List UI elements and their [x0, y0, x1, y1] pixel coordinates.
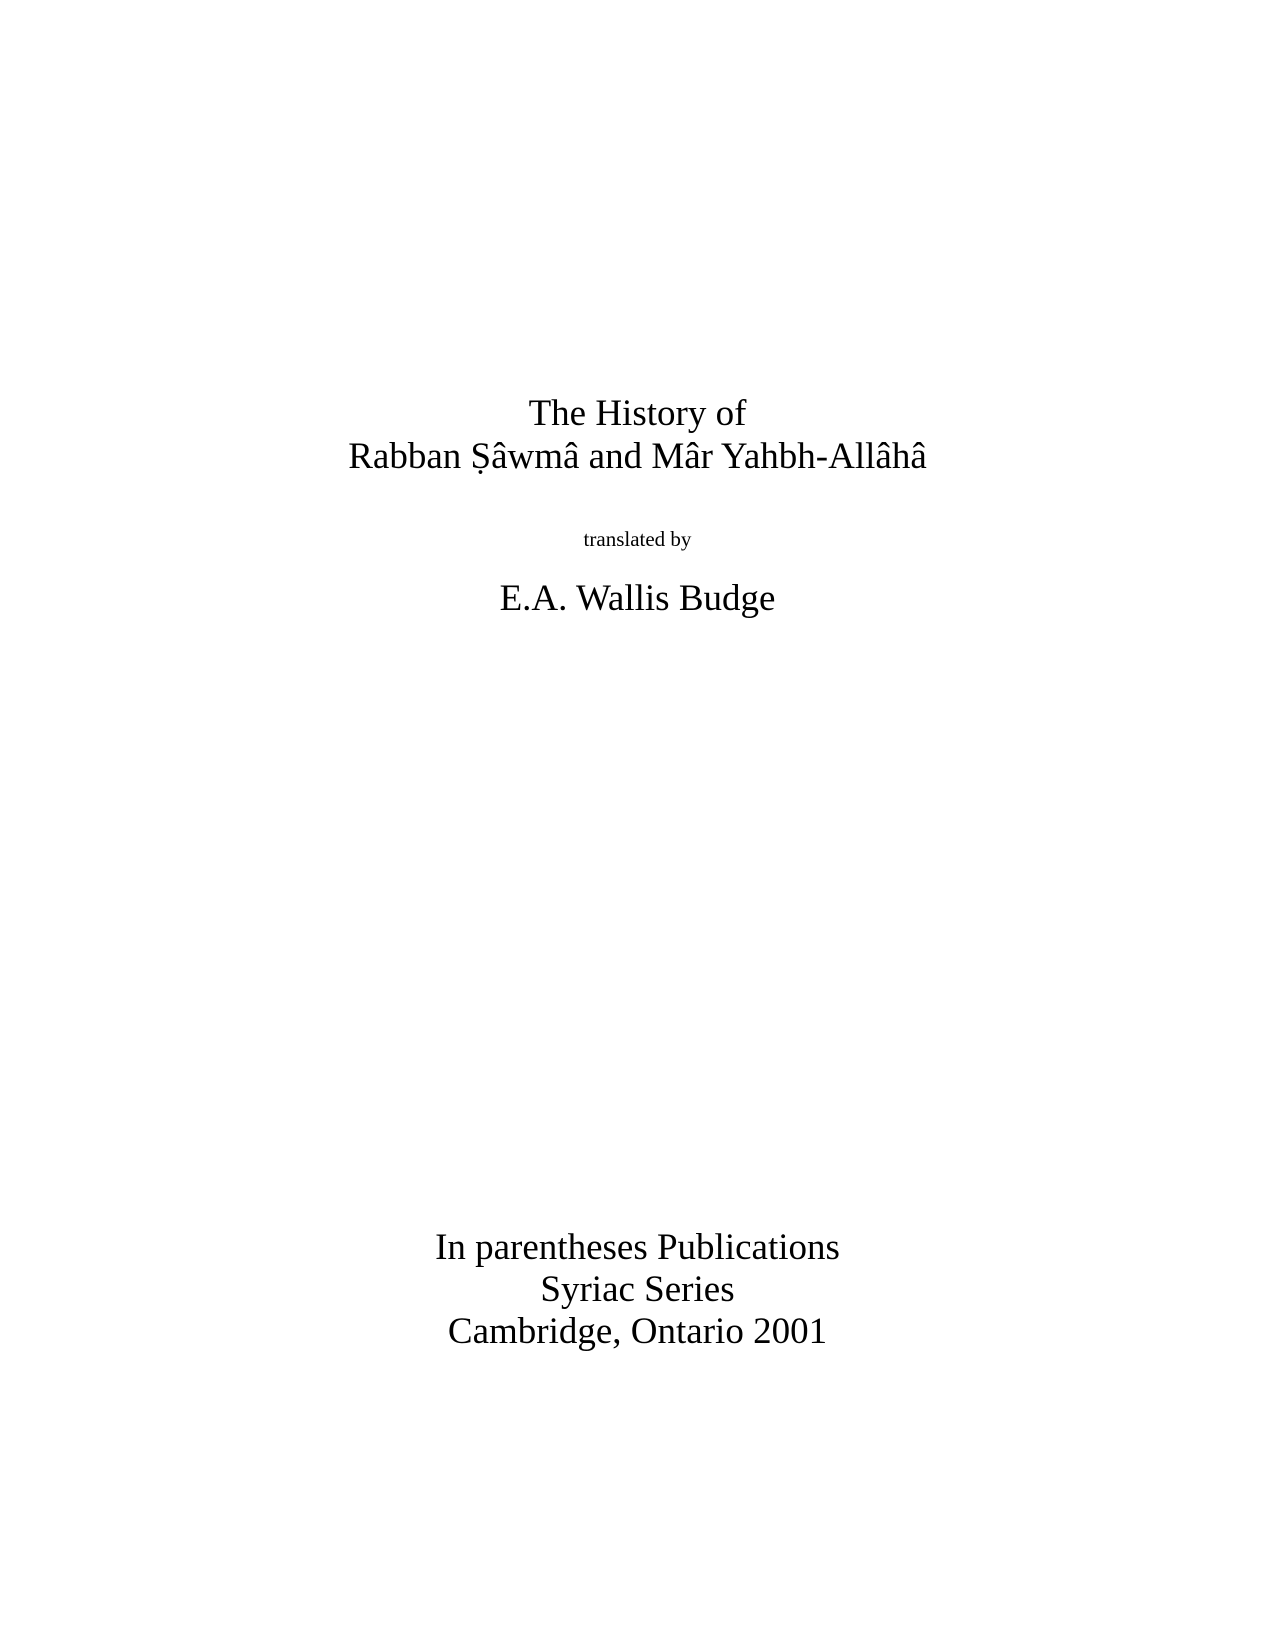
book-title-line-1: The History of	[528, 393, 747, 434]
publisher-name: In parentheses Publications	[435, 1227, 840, 1268]
series-name: Syriac Series	[540, 1269, 735, 1310]
book-title-line-2: Rabban Ṣâwmâ and Mâr Yahbh-Allâhâ	[348, 436, 927, 477]
translated-by-label: translated by	[583, 527, 692, 551]
publication-place-year: Cambridge, Ontario 2001	[447, 1311, 828, 1352]
translator-name: E.A. Wallis Budge	[499, 578, 776, 619]
